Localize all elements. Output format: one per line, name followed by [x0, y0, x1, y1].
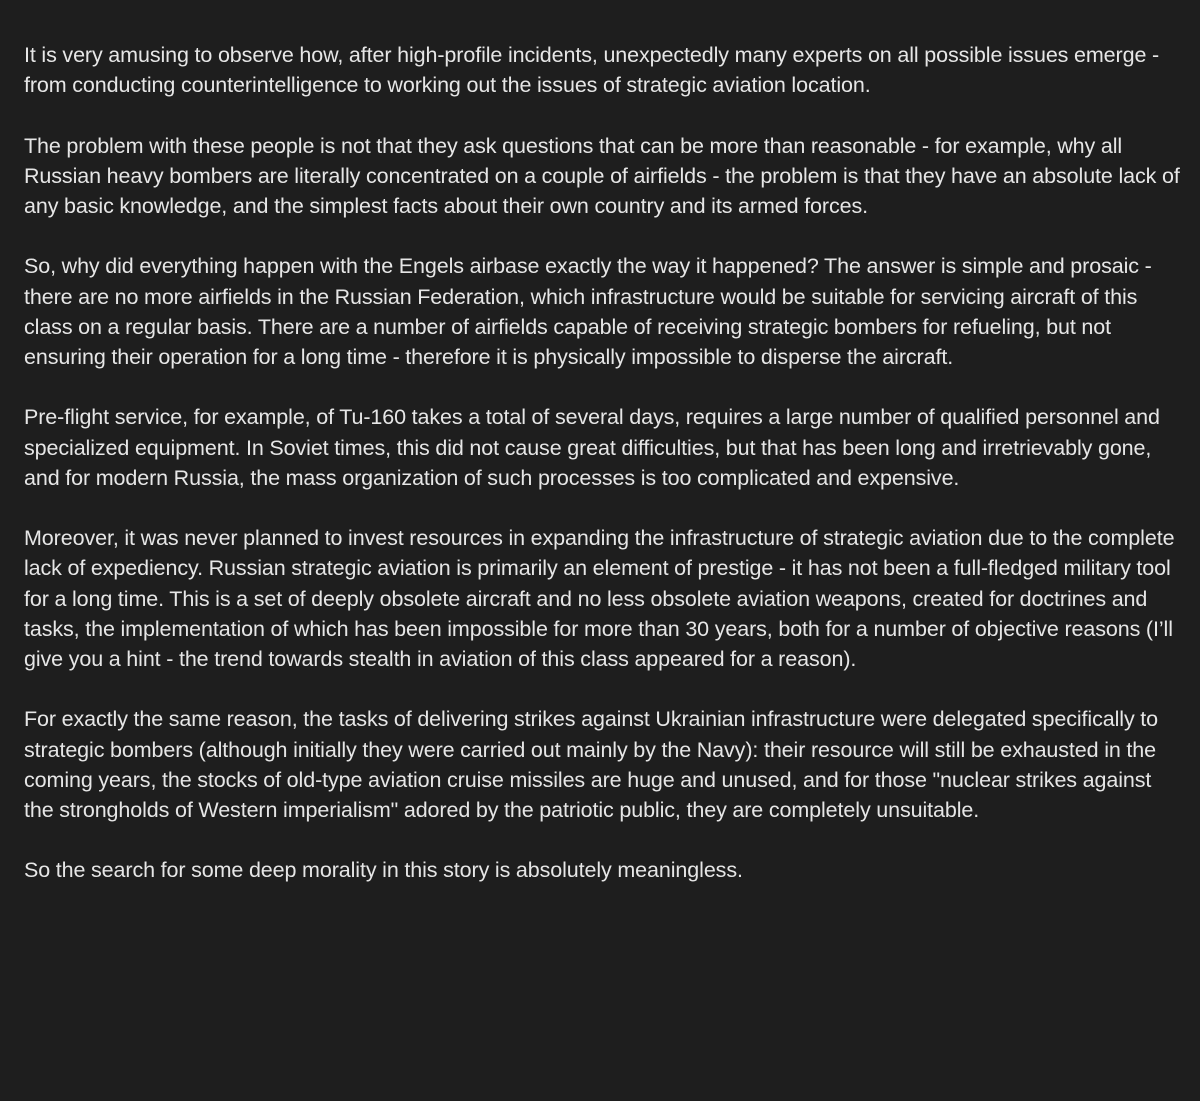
paragraph-6: For exactly the same reason, the tasks of delivering strikes against Ukrainian infrastructure were delegated specifically to strategic bombers (although initially they were carried out mainly by the Navy): their resource will still be exhausted in the coming years, the stocks of old-type aviation cruise missiles are huge and unused, and for those "nuclear strikes against the strongholds of Western imperialism" adored by the patriotic public, they are completely unsuitable. — [24, 707, 1159, 822]
paragraph-2: The problem with these people is not that they ask questions that can be more than reasonable - for example, why all Russian heavy bombers are literally concentrated on a couple of airfields - the problem is that they have an absolute lack of any basic knowledge, and the simplest facts about their own country and its armed forces. — [24, 133, 1180, 218]
paragraph-1: It is very amusing to observe how, after high-profile incidents, unexpectedly many experts on all possible issues emerge - from conducting counterintelligence to working out the issues of strategic aviation location. — [24, 43, 1160, 98]
paragraph-7: So the search for some deep morality in this story is absolutely meaningless. — [24, 858, 743, 883]
paragraph-3: So, why did everything happen with the Engels airbase exactly the way it happened? The answer is simple and prosaic - there are no more airfields in the Russian Federation, which infrastructure would be suitable for servicing aircraft of this class on a regular basis. There are a number of airfields capable of receiving strategic bombers for refueling, but not ensuring their operation for a long time - therefore it is physically impossible to disperse the aircraft. — [24, 254, 1152, 369]
paragraph-4: Pre-flight service, for example, of Tu-160 takes a total of several days, requires a large number of qualified personnel and specialized equipment. In Soviet times, this did not cause great difficulties, but that has been long and irretrievably gone, and for modern Russia, the mass organization of such processes is too complicated and expensive. — [24, 405, 1160, 490]
paragraph-5: Moreover, it was never planned to invest resources in expanding the infrastructure of strategic aviation due to the complete lack of expediency. Russian strategic aviation is primarily an element of prestige - it has not been a full-fledged military tool for a long time. This is a set of deeply obsolete aircraft and no less obsolete aviation weapons, created for doctrines and tasks, the implementation of which has been impossible for more than 30 years, both for a number of objective reasons (I’ll give you a hint - the trend towards stealth in aviation of this class appeared for a reason). — [24, 526, 1175, 671]
